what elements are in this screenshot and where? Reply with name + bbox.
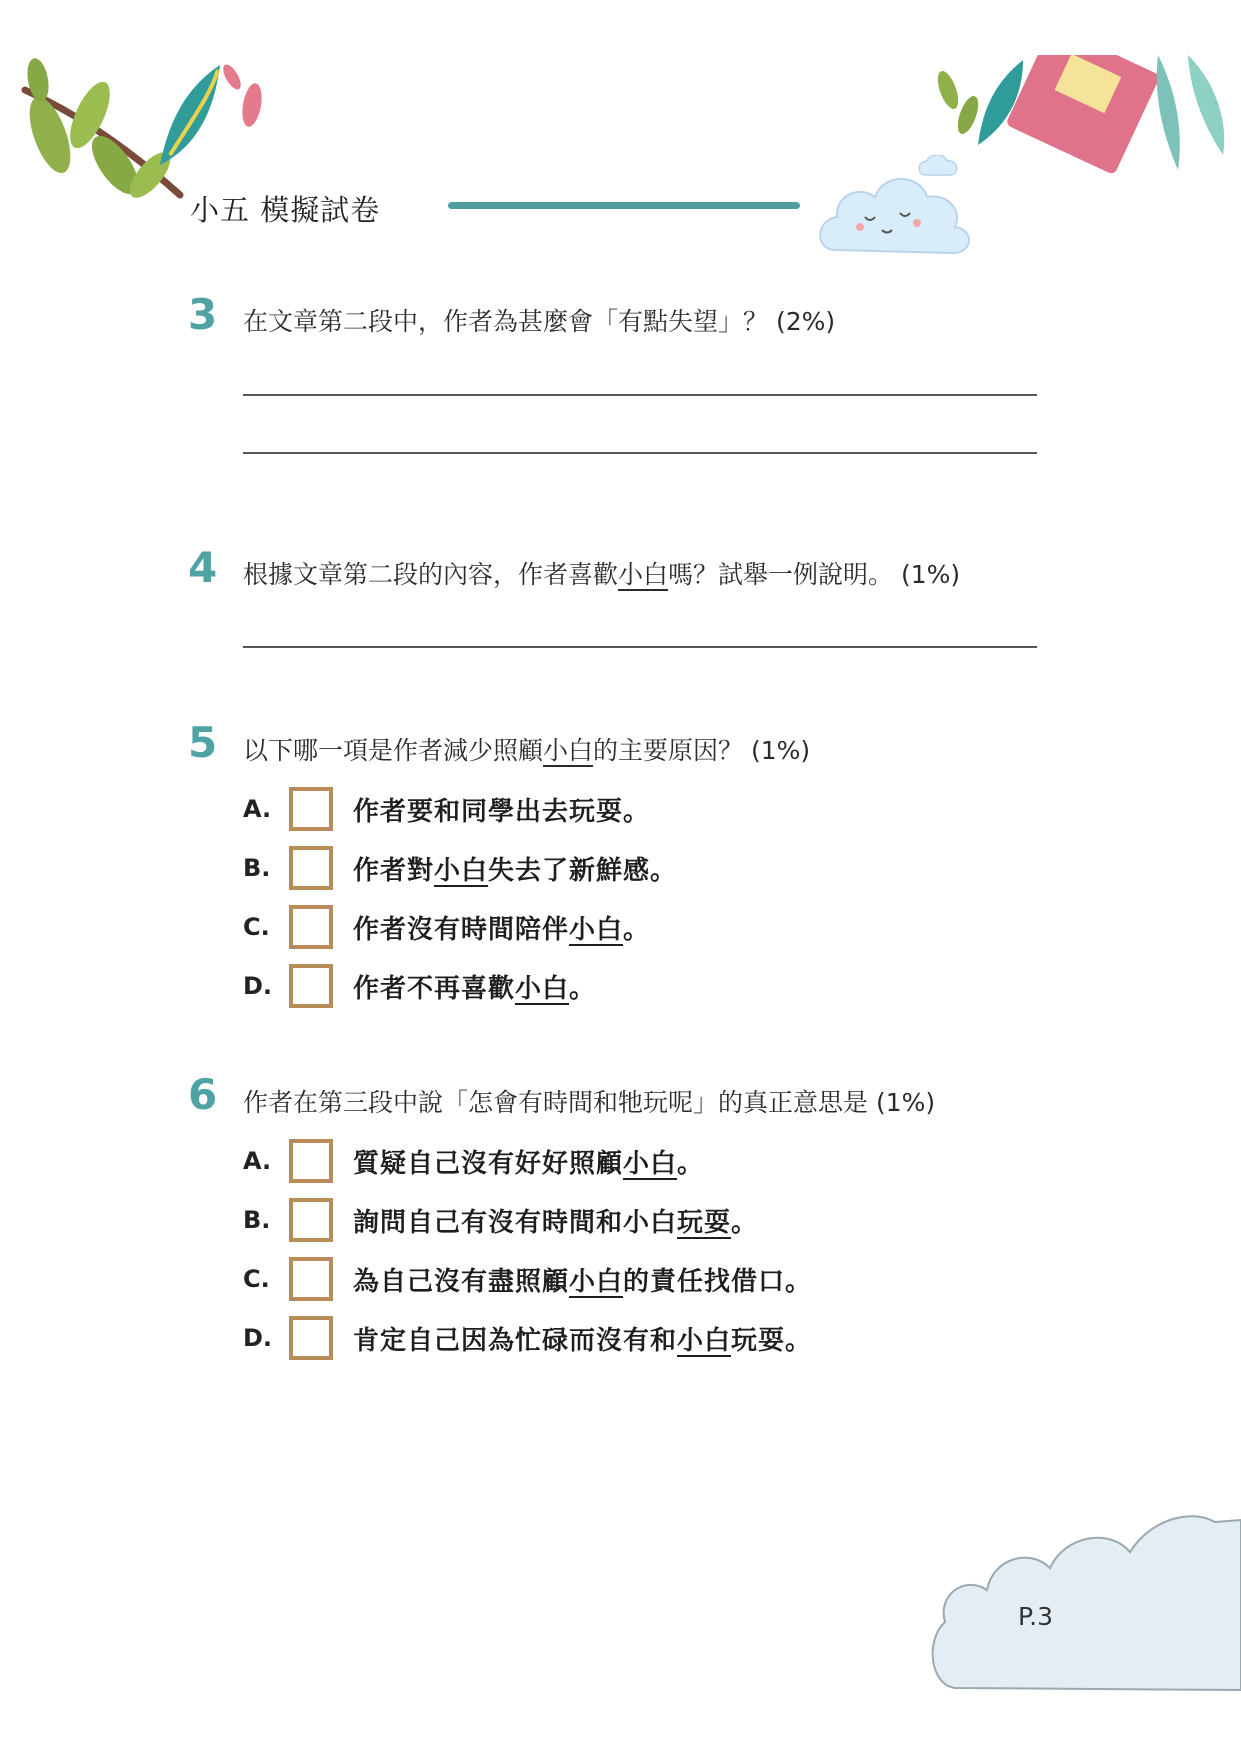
checkbox[interactable] [289, 1198, 333, 1242]
option-underlined-word: 小白 [515, 973, 570, 1004]
option-text [353, 791, 650, 828]
corner-cloud-icon [925, 1480, 1241, 1700]
option-letter: D. [243, 1324, 273, 1352]
option-text [353, 968, 596, 1005]
checkbox[interactable] [289, 1139, 333, 1183]
option-text-start: 作者要和同學出去玩耍。 [353, 796, 651, 827]
checkbox[interactable] [289, 1257, 333, 1301]
header-divider [448, 202, 800, 209]
option-text-end: 失去了新鮮感。 [488, 855, 678, 886]
question-5-number: 5 [188, 718, 218, 767]
question-6-option-a [243, 1138, 704, 1184]
checkbox[interactable] [289, 1316, 333, 1360]
option-underlined-word: 小白 [434, 855, 489, 886]
option-text-end: 。 [569, 973, 597, 1004]
option-text [353, 909, 650, 946]
option-text-start: 作者沒有時間陪伴 [353, 914, 570, 945]
question-4-text [243, 555, 960, 591]
option-letter: D. [243, 972, 273, 1000]
option-letter: B. [243, 854, 271, 882]
option-underlined-word: 小白 [569, 914, 624, 945]
question-5-text-start: 以下哪一項是作者減少照顧 [243, 736, 544, 765]
option-text-start: 詢問自己有沒有時間和小白 [353, 1207, 678, 1238]
question-4-number: 4 [188, 543, 218, 592]
question-6-option-d [243, 1315, 812, 1361]
question-5-option-b [243, 845, 677, 891]
question-5-text-end: 的主要原因？ (1%) [593, 736, 811, 765]
option-text-end: 。 [677, 1148, 705, 1179]
question-5-option-a [243, 786, 650, 832]
question-4-text-start: 根據文章第二段的內容，作者喜歡 [243, 560, 619, 589]
question-5-option-c [243, 904, 650, 950]
option-text-start: 肯定自己因為忙碌而沒有和 [353, 1325, 678, 1356]
option-letter: C. [243, 913, 270, 941]
question-3-answer-line-1[interactable] [243, 394, 1037, 396]
option-letter: A. [243, 1147, 272, 1175]
option-text-start: 作者對 [353, 855, 435, 886]
option-text-end: 玩耍。 [731, 1325, 813, 1356]
question-3-answer-line-2[interactable] [243, 452, 1037, 454]
option-text-start: 質疑自己沒有好好照顧 [353, 1148, 624, 1179]
option-text-start: 作者不再喜歡 [353, 973, 516, 1004]
option-letter: C. [243, 1265, 270, 1293]
page-number: P.3 [1018, 1602, 1054, 1631]
page-title: 小五 模擬試卷 [190, 193, 381, 227]
question-5-option-d [243, 963, 596, 1009]
checkbox[interactable] [289, 964, 333, 1008]
leaf-branch-left-icon [20, 55, 280, 205]
question-6-option-b [243, 1197, 758, 1243]
question-4-text-end: 嗎？試舉一例說明。 (1%) [668, 560, 961, 589]
question-6-text: 作者在第三段中說「怎會有時間和牠玩呢」的真正意思是 (1%) [243, 1088, 936, 1117]
option-letter: B. [243, 1206, 271, 1234]
checkbox[interactable] [289, 846, 333, 890]
option-text-end: 。 [731, 1207, 759, 1238]
question-5-proper-name: 小白 [543, 736, 594, 765]
question-5-text [243, 731, 810, 767]
question-3-text: 在文章第二段中，作者為甚麼會「有點失望」？ (2%) [243, 307, 836, 336]
option-text [353, 1143, 704, 1180]
option-text-start: 為自己沒有盡照顧 [353, 1266, 570, 1297]
option-underlined-word: 小白 [677, 1325, 732, 1356]
question-6-number: 6 [188, 1070, 218, 1119]
checkbox[interactable] [289, 787, 333, 831]
smiling-cloud-icon [815, 155, 995, 265]
option-text [353, 1320, 812, 1357]
option-text [353, 1202, 758, 1239]
checkbox[interactable] [289, 905, 333, 949]
option-text [353, 850, 677, 887]
option-text-end: 。 [623, 914, 651, 945]
option-underlined-word: 玩耍 [677, 1207, 732, 1238]
question-4-proper-name: 小白 [618, 560, 669, 589]
option-letter: A. [243, 795, 272, 823]
option-underlined-word: 小白 [569, 1266, 624, 1297]
option-text [353, 1261, 812, 1298]
option-underlined-word: 小白 [623, 1148, 678, 1179]
question-4-answer-line-1[interactable] [243, 646, 1037, 648]
question-6-option-c [243, 1256, 812, 1302]
option-text-end: 的責任找借口。 [623, 1266, 813, 1297]
question-3-number: 3 [188, 290, 218, 339]
